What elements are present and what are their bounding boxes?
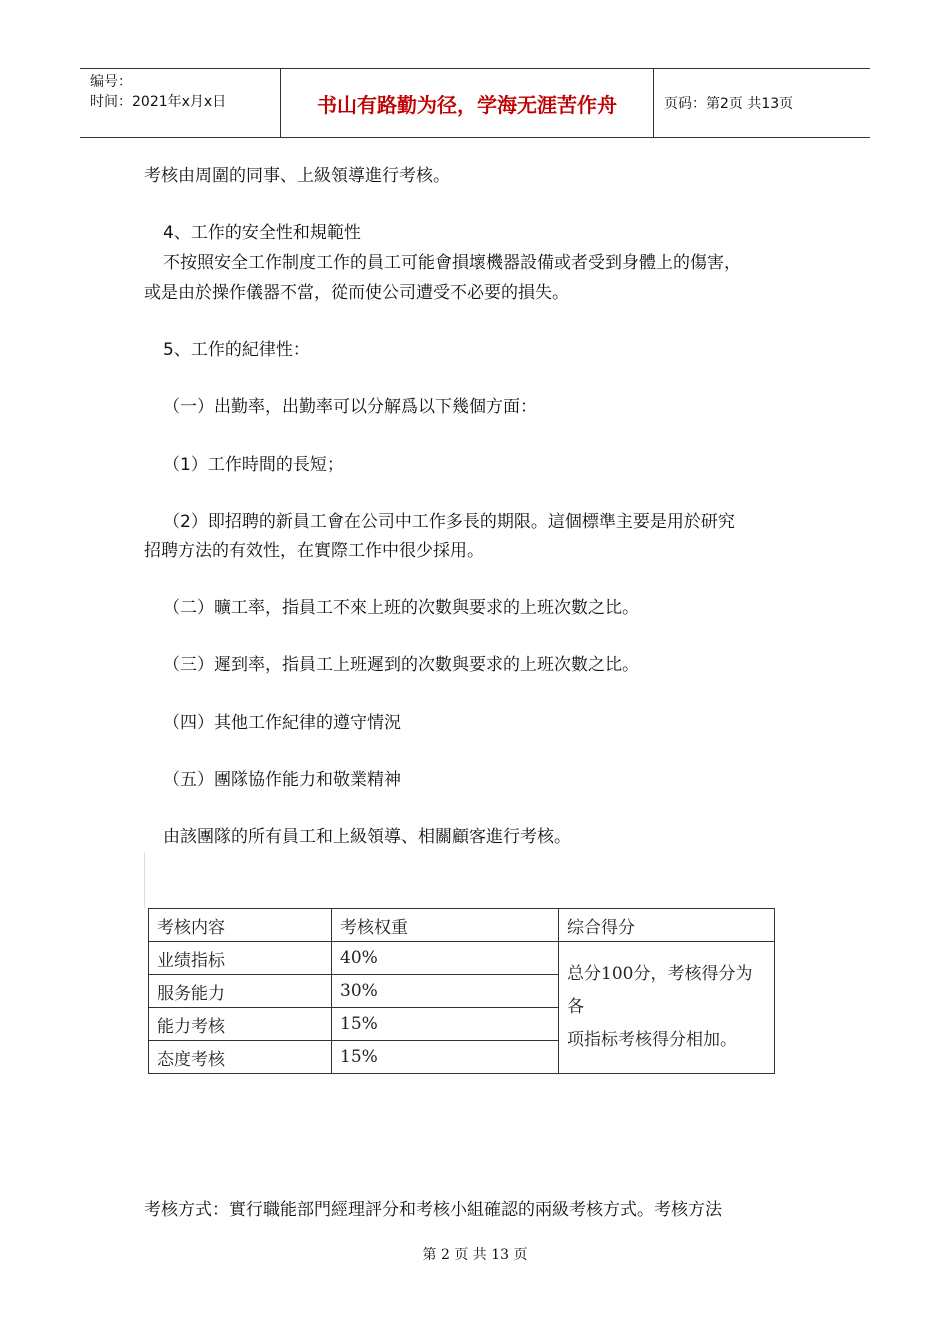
table-cell: 15%	[332, 1008, 559, 1041]
page-header	[80, 68, 870, 138]
paragraph: （2）即招聘的新員工會在公司中工作多長的期限。這個標準主要是用於研究	[163, 512, 735, 532]
table-header-row	[149, 909, 775, 942]
paragraph: （五）團隊協作能力和敬業精神	[163, 770, 401, 790]
section-heading: 4、工作的安全性和規範性	[163, 223, 361, 243]
paragraph: （一）出勤率，出勤率可以分解爲以下幾個方面：	[163, 397, 537, 417]
table-cell: 业绩指标	[149, 942, 332, 975]
paragraph: 招聘方法的有效性，在實際工作中很少採用。	[144, 541, 484, 561]
time-label: 时间：2021年x月x日	[90, 94, 227, 110]
image-edge	[144, 852, 145, 908]
header-page-code: 页码：第2页 共13页	[664, 96, 794, 112]
header-motto: 书山有路勤为径，学海无涯苦作舟	[280, 69, 654, 137]
table-cell: 15%	[332, 1041, 559, 1074]
paragraph: 不按照安全工作制度工作的員工可能會損壞機器設備或者受到身體上的傷害，	[163, 253, 741, 273]
table-header-cell: 综合得分	[559, 909, 775, 942]
summary-line: 项指标考核得分相加。	[567, 1030, 737, 1050]
table-header-cell: 考核权重	[332, 909, 559, 942]
paragraph: 或是由於操作儀器不當，從而使公司遭受不必要的損失。	[144, 283, 569, 303]
paragraph: （三）遲到率，指員工上班遲到的次數與要求的上班次數之比。	[163, 655, 639, 675]
paragraph: 考核方式：實行職能部門經理評分和考核小組確認的兩級考核方式。考核方法	[144, 1200, 722, 1220]
summary-cell	[559, 942, 775, 1074]
paragraph: 考核由周圍的同事、上級領導進行考核。	[144, 166, 450, 186]
table-cell: 服务能力	[149, 975, 332, 1008]
table-cell: 态度考核	[149, 1041, 332, 1074]
paragraph: 由該團隊的所有員工和上級領導、相關顧客進行考核。	[163, 827, 571, 847]
paragraph: （二）曠工率，指員工不來上班的次數與要求的上班次數之比。	[163, 598, 639, 618]
paragraph: （1）工作時間的長短；	[163, 455, 344, 475]
paragraph: （四）其他工作紀律的遵守情況	[163, 713, 401, 733]
table-row	[149, 942, 775, 975]
header-meta	[80, 69, 280, 137]
table-header-cell: 考核内容	[149, 909, 332, 942]
table-cell: 30%	[332, 975, 559, 1008]
summary-line: 总分100分，考核得分为各	[567, 964, 753, 1017]
table-cell: 能力考核	[149, 1008, 332, 1041]
assessment-table	[148, 908, 775, 1074]
number-label: 编号：	[90, 74, 132, 90]
table-cell: 40%	[332, 942, 559, 975]
page-footer: 第 2 页 共 13 页	[422, 1247, 528, 1263]
section-heading: 5、工作的紀律性：	[163, 340, 310, 360]
